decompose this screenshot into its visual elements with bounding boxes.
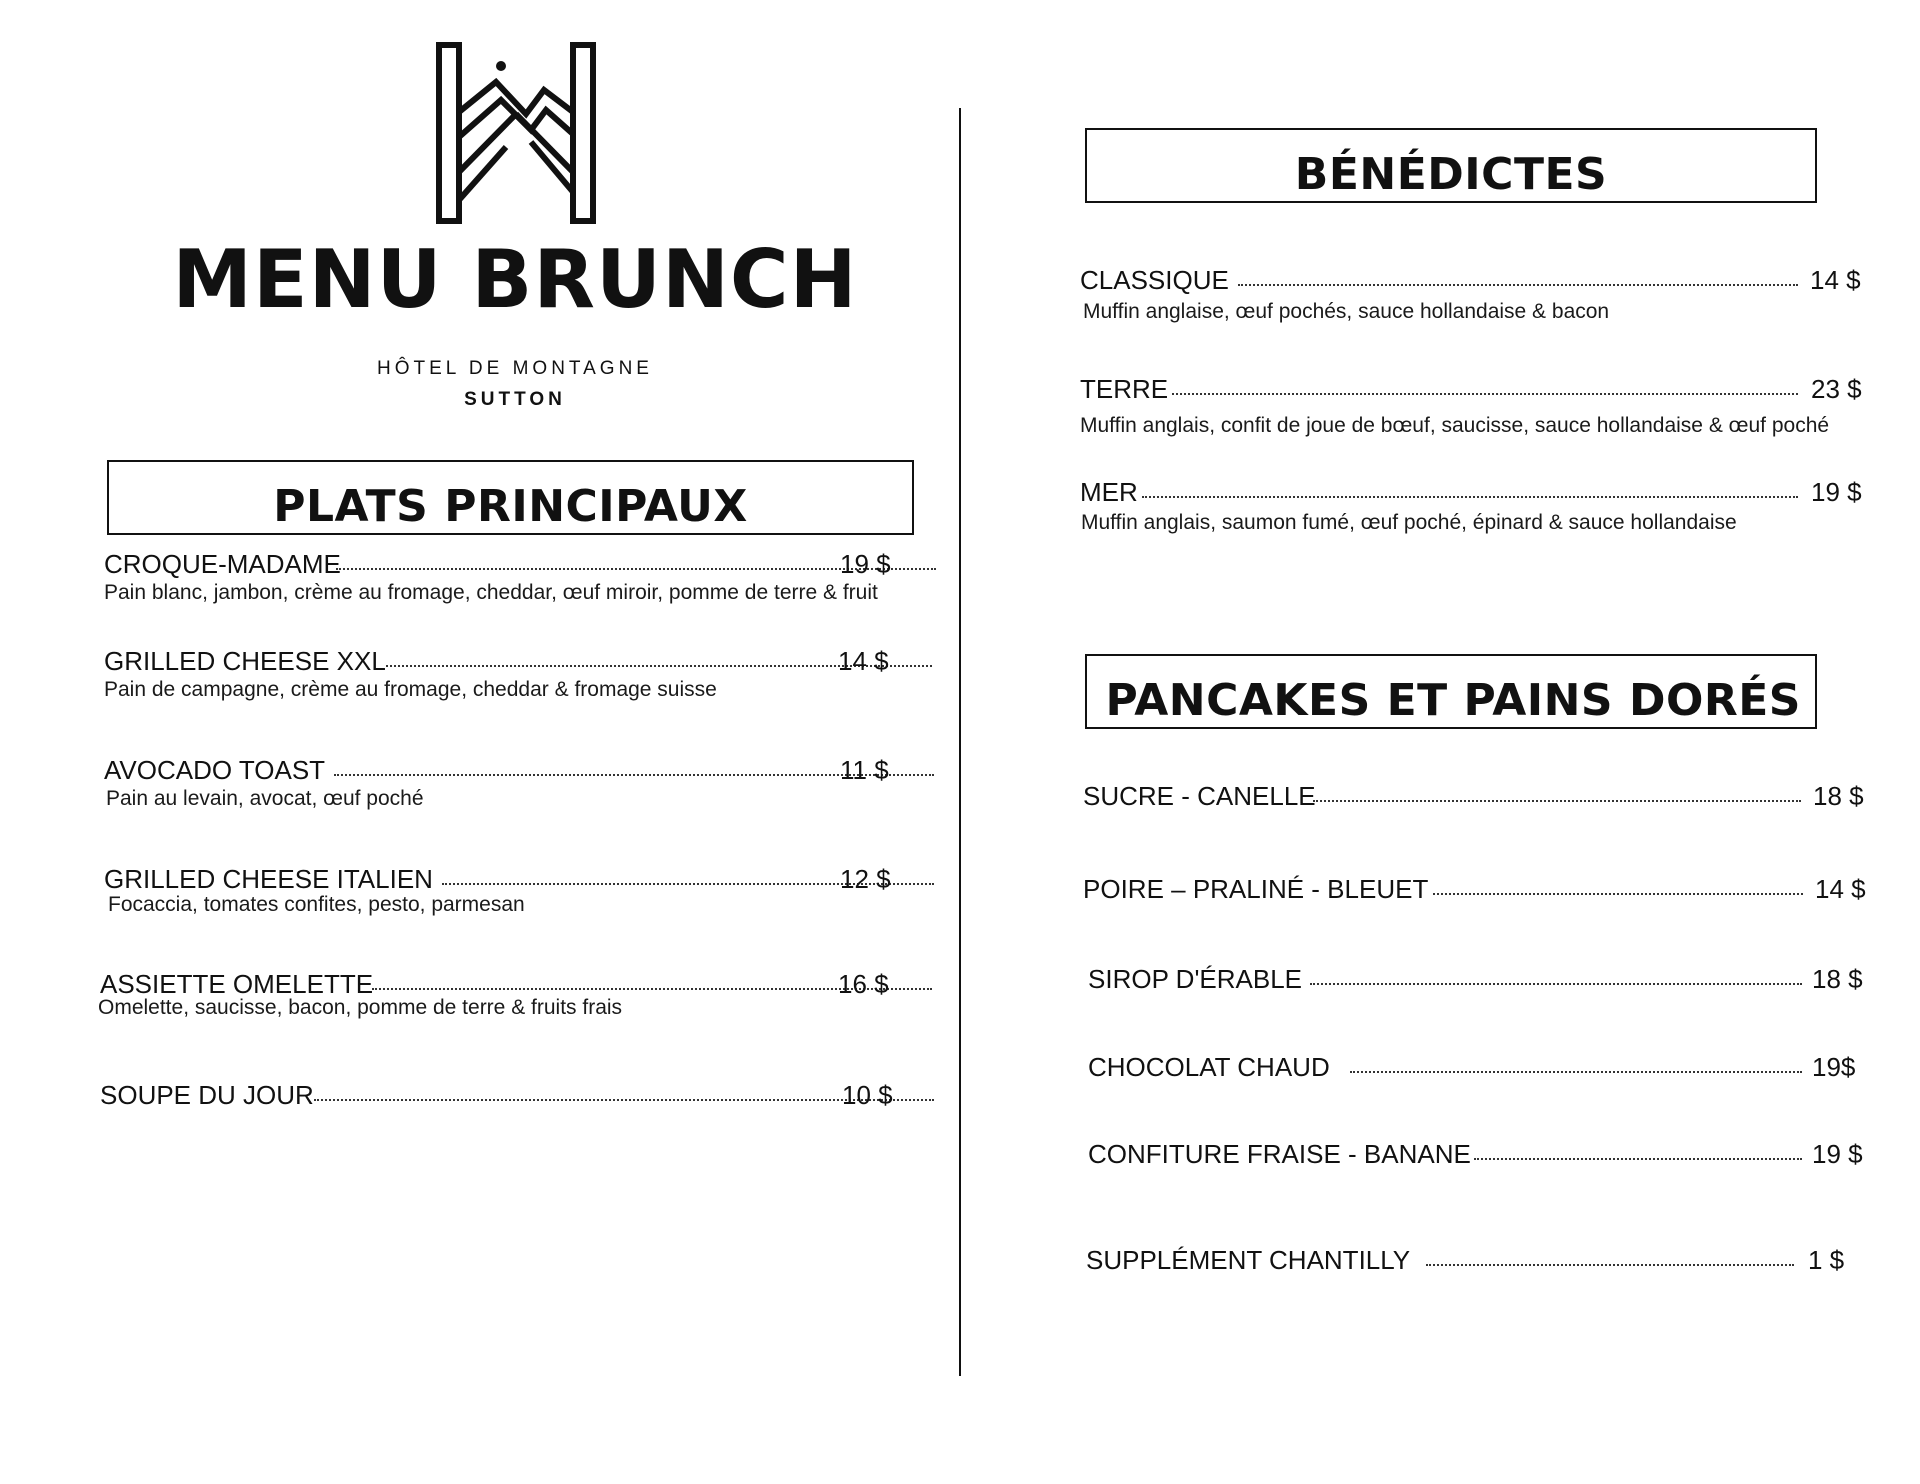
item-price: 16 $ <box>838 969 889 999</box>
dot-leader <box>1433 893 1803 895</box>
item-price: 11 $ <box>840 755 889 785</box>
item-name: GRILLED CHEESE ITALIEN <box>104 864 433 894</box>
item-price: 19$ <box>1812 1052 1856 1082</box>
item-description: Pain blanc, jambon, crème au fromage, cheddar, œuf miroir, pomme de terre & fruit <box>104 581 878 604</box>
menu-item <box>1088 1139 1888 1179</box>
dot-leader <box>1350 1071 1802 1073</box>
hotel-subtitle: HÔTEL DE MONTAGNE <box>377 358 653 379</box>
item-price: 19 $ <box>840 549 891 579</box>
item-description: Muffin anglais, confit de joue de bœuf, saucisse, sauce hollandaise & œuf poché <box>1080 414 1830 437</box>
item-name: SIROP D'ÉRABLE <box>1088 964 1303 994</box>
item-price: 19 $ <box>1811 477 1862 507</box>
section-heading-benedictes: BÉNÉDICTES <box>1085 128 1817 203</box>
item-price: 10 $ <box>842 1080 893 1110</box>
item-name: MER <box>1080 477 1138 507</box>
menu-item <box>1080 374 1880 414</box>
dot-leader <box>1474 1158 1802 1160</box>
menu-item <box>1083 781 1883 821</box>
item-description: Muffin anglaise, œuf pochés, sauce hollandaise & bacon <box>1083 300 1610 323</box>
item-price: 1 $ <box>1808 1245 1845 1275</box>
item-description: Pain de campagne, crème au fromage, cheddar & fromage suisse <box>104 678 717 701</box>
item-name: SUCRE - CANELLE <box>1083 781 1316 811</box>
hotel-logo-icon <box>436 42 596 224</box>
item-name: AVOCADO TOAST <box>104 755 326 785</box>
item-price: 23 $ <box>1811 374 1862 404</box>
item-price: 19 $ <box>1812 1139 1863 1169</box>
item-description: Pain au levain, avocat, œuf poché <box>106 787 424 810</box>
item-name: CLASSIQUE <box>1080 265 1229 295</box>
section-heading-pancakes: PANCAKES ET PAINS DORÉS <box>1085 654 1817 729</box>
item-name: GRILLED CHEESE XXL <box>104 646 386 676</box>
dot-leader <box>314 1099 934 1101</box>
dot-leader <box>1172 393 1798 395</box>
item-description: Focaccia, tomates confites, pesto, parmesan <box>108 893 525 916</box>
item-price: 14 $ <box>1815 874 1866 904</box>
item-price: 18 $ <box>1812 964 1863 994</box>
item-name: CHOCOLAT CHAUD <box>1088 1052 1330 1082</box>
item-name: TERRE <box>1080 374 1169 404</box>
item-price: 14 $ <box>1810 265 1861 295</box>
item-price: 18 $ <box>1813 781 1864 811</box>
item-price: 12 $ <box>840 864 891 894</box>
dot-leader <box>1310 983 1802 985</box>
item-name: CONFITURE FRAISE - BANANE <box>1088 1139 1471 1169</box>
item-name: SUPPLÉMENT CHANTILLY <box>1086 1245 1411 1275</box>
dot-leader <box>1426 1264 1794 1266</box>
menu-item <box>1088 1052 1888 1092</box>
item-name: SOUPE DU JOUR <box>100 1080 314 1110</box>
menu-item <box>1088 964 1888 1004</box>
item-description: Muffin anglais, saumon fumé, œuf poché, épinard & sauce hollandaise <box>1081 511 1737 534</box>
dot-leader <box>1238 284 1798 286</box>
item-name: CROQUE-MADAME <box>104 549 341 579</box>
item-name: POIRE – PRALINÉ - BLEUET <box>1083 874 1429 904</box>
section-heading-plats-principaux: PLATS PRINCIPAUX <box>107 460 914 535</box>
dot-leader <box>1313 800 1801 802</box>
menu-item <box>100 1080 900 1120</box>
item-name: ASSIETTE OMELETTE <box>100 969 374 999</box>
column-divider <box>959 108 961 1376</box>
menu-title: MENU BRUNCH <box>172 233 858 326</box>
menu-item <box>1083 874 1883 914</box>
dot-leader <box>1142 496 1798 498</box>
item-price: 14 $ <box>838 646 889 676</box>
menu-item <box>1086 1245 1886 1285</box>
item-description: Omelette, saucisse, bacon, pomme de terre & fruits frais <box>98 996 623 1019</box>
hotel-location: SUTTON <box>464 389 566 410</box>
